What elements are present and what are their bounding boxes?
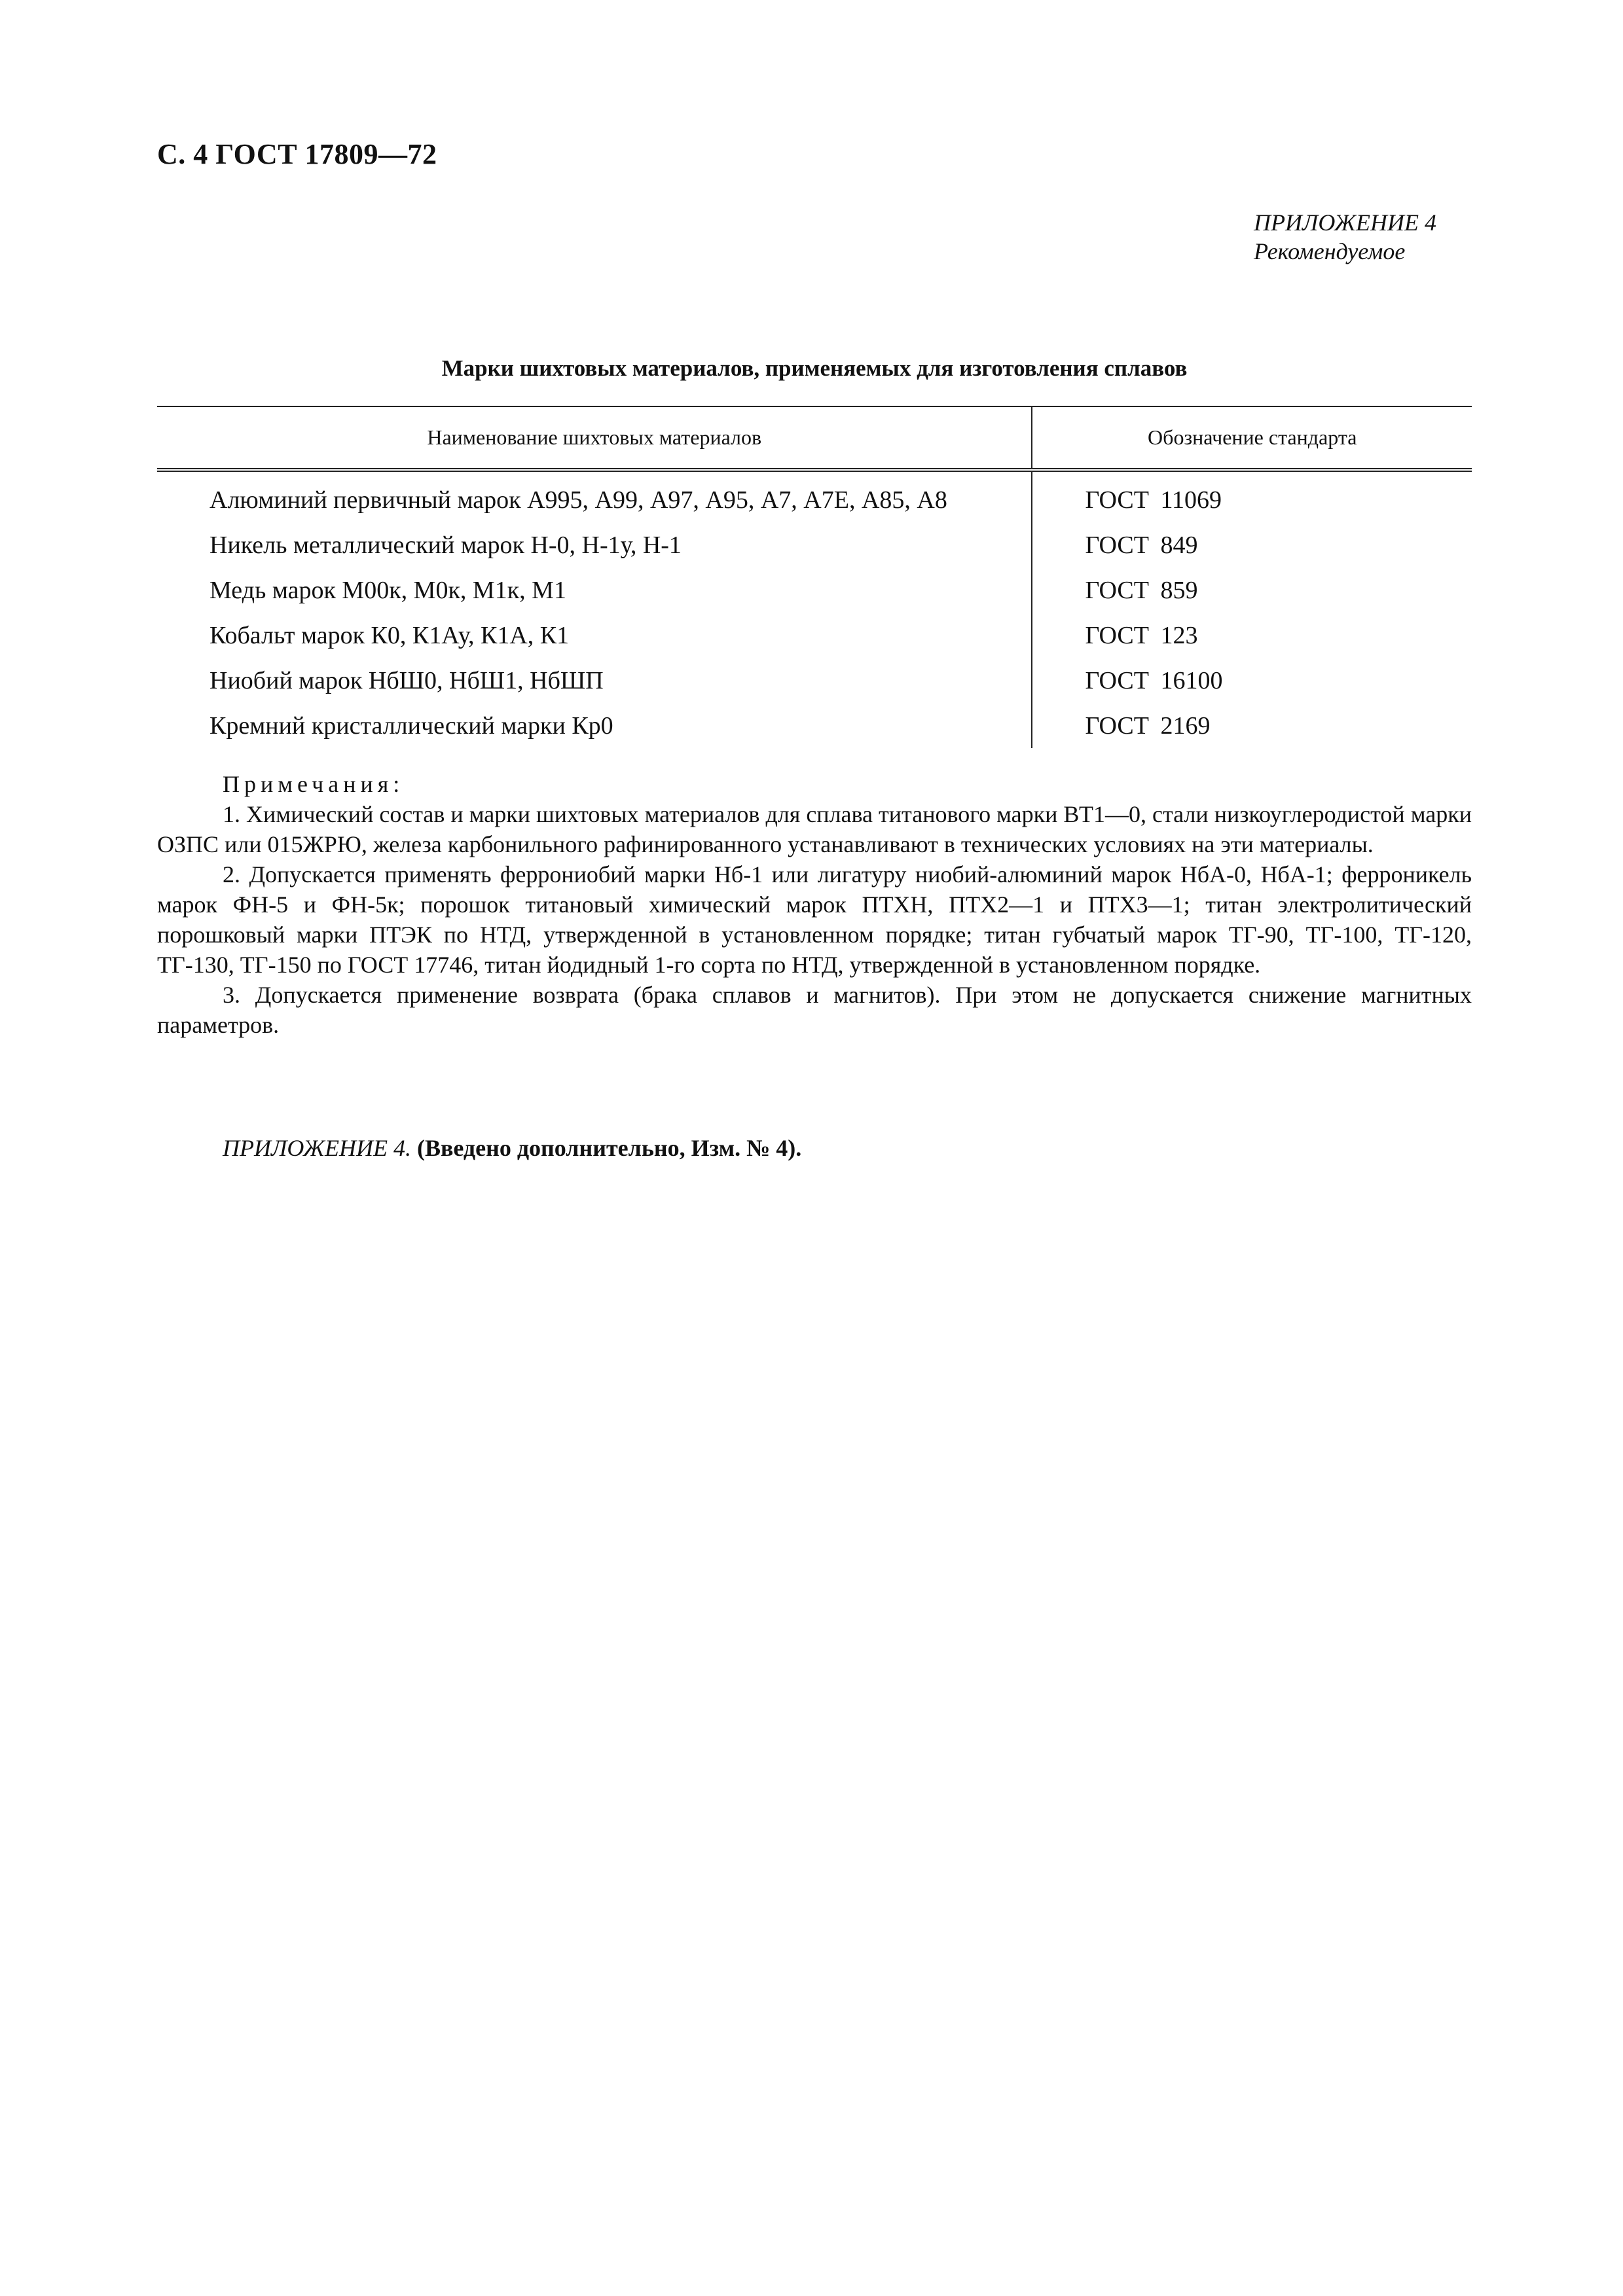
table-row bbox=[157, 522, 1472, 567]
material-name: Медь марок М00к, М0к, М1к, М1 bbox=[157, 567, 1032, 613]
material-name: Никель металлический марок Н-0, Н-1у, Н-1 bbox=[157, 522, 1032, 567]
standard-designation: ГОСТ 123 bbox=[1085, 621, 1198, 649]
note-item: 1. Химический состав и марки шихтовых материалов для сплава титанового марки ВТ1—0, стали низкоуглеродистой марки ОЗПС или 015ЖРЮ, железа карбонильного рафинированного устанавливают в технических условиях на эти материалы. bbox=[157, 801, 1472, 857]
standard-designation: ГОСТ 849 bbox=[1085, 531, 1198, 559]
footnote-appendix-ref: ПРИЛОЖЕНИЕ 4. bbox=[223, 1135, 411, 1161]
table-header-row bbox=[157, 406, 1472, 470]
note-item: 2. Допускается применять феррониобий марки Нб-1 или лигатуру ниобий-алюминий марок НбА-0, НбА-1; ферроникель марок ФН-5 и ФН-5к; порошок титановый химический марок ПТХН, ПТХ2—1 и ПТХ3—1; титан электролитический порошковый марки ПТЭК по НТД, утвержденной в установленном порядке; титан губчатый марок ТГ-90, ТГ-100, ТГ-120, ТГ-130, ТГ-150 по ГОСТ 17746, титан йодидный 1-го сорта по НТД, утвержденной в установленном порядке. bbox=[157, 861, 1472, 978]
table-title: Марки шихтовых материалов, применяемых для изготовления сплавов bbox=[441, 355, 1188, 381]
footnote-amendment: (Введено дополнительно, Изм. № 4). bbox=[416, 1135, 802, 1161]
note-item: 3. Допускается применение возврата (брака сплавов и магнитов). При этом не допускается снижение магнитных параметров. bbox=[157, 982, 1472, 1038]
table-row bbox=[157, 470, 1472, 522]
standard-designation: ГОСТ 859 bbox=[1085, 576, 1198, 604]
table-row bbox=[157, 703, 1472, 748]
appendix-label: ПРИЛОЖЕНИЕ 4 bbox=[1254, 209, 1436, 236]
material-name: Кобальт марок К0, К1Ау, К1А, К1 bbox=[157, 613, 1032, 658]
material-name: Алюминий первичный марок А995, А99, А97, А95, А7, А7Е, А85, А8 bbox=[157, 470, 1032, 522]
standard-designation: ГОСТ 11069 bbox=[1085, 486, 1222, 514]
amendment-footnote bbox=[223, 1134, 801, 1162]
column-header-name: Наименование шихтовых материалов bbox=[157, 406, 1032, 470]
table-row bbox=[157, 658, 1472, 703]
standard-designation: ГОСТ 16100 bbox=[1085, 666, 1223, 694]
appendix-status: Рекомендуемое bbox=[1254, 238, 1406, 264]
column-header-standard: Обозначение стандарта bbox=[1032, 406, 1472, 470]
material-name: Кремний кристаллический марки Кр0 bbox=[157, 703, 1032, 748]
page-header: С. 4 ГОСТ 17809—72 bbox=[157, 138, 437, 170]
notes-heading: Примечания: bbox=[223, 771, 405, 797]
materials-table bbox=[157, 406, 1472, 748]
table-row bbox=[157, 613, 1472, 658]
table-row bbox=[157, 567, 1472, 613]
material-name: Ниобий марок НбШ0, НбШ1, НбШП bbox=[157, 658, 1032, 703]
notes-section bbox=[157, 769, 1472, 1040]
appendix-block bbox=[1254, 208, 1436, 266]
standard-designation: ГОСТ 2169 bbox=[1085, 711, 1211, 740]
